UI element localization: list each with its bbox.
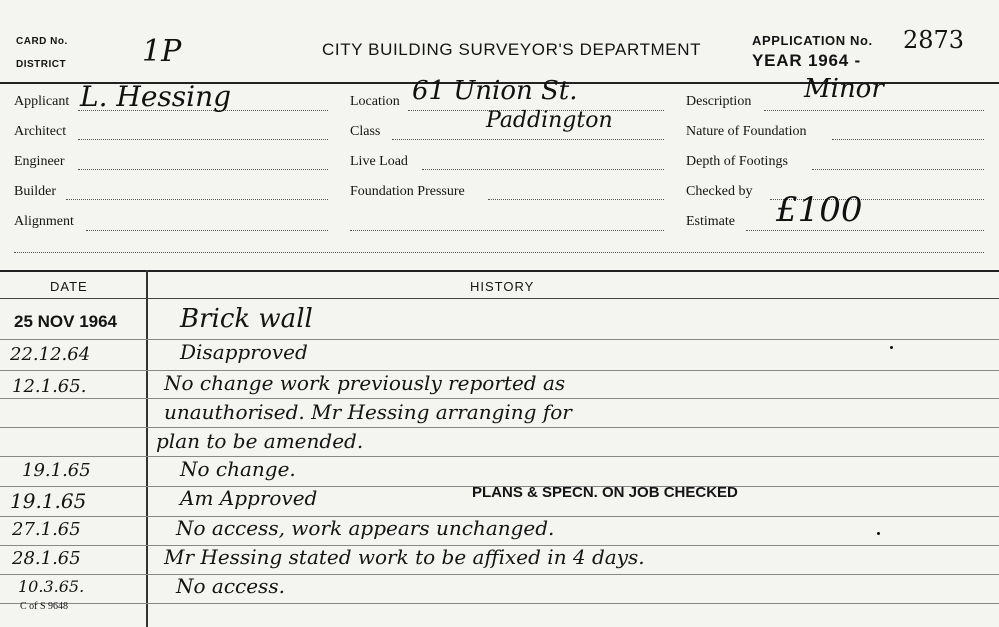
class-label: Class — [350, 124, 381, 139]
history-header: HISTORY — [470, 279, 535, 294]
history-divider — [0, 270, 999, 272]
approval-stamp: PLANS & SPECN. ON JOB CHECKED — [472, 484, 738, 501]
ruled-line — [0, 339, 999, 340]
alignment-line — [86, 230, 328, 231]
class-line — [392, 139, 664, 140]
engineer-label: Engineer — [14, 154, 65, 169]
builder-line — [66, 199, 328, 200]
history-date: 28.1.65 — [12, 548, 81, 569]
blank-line — [350, 230, 664, 231]
estimate-line — [746, 230, 984, 231]
history-date: 19.1.65 — [22, 460, 91, 481]
checked-by-label: Checked by — [686, 184, 753, 199]
year-label: YEAR 1964 - — [752, 51, 861, 70]
ruled-line — [0, 456, 999, 457]
history-entry: No change work previously reported as — [164, 371, 566, 395]
history-date: 10.3.65. — [18, 577, 85, 596]
live-load-line — [422, 169, 664, 170]
ruled-line — [0, 574, 999, 575]
alignment-label: Alignment — [14, 214, 74, 229]
application-number: 2873 — [903, 26, 965, 54]
description-value: Minor — [804, 74, 884, 104]
history-entry: unauthorised. Mr Hessing arranging for — [164, 400, 572, 424]
history-header-rule — [0, 298, 999, 299]
history-entry: No change. — [180, 457, 296, 481]
nature-of-foundation-label: Nature of Foundation — [686, 124, 807, 139]
ruled-line — [0, 398, 999, 399]
history-entry: Disapproved — [180, 340, 308, 364]
depth-of-footings-label: Depth of Footings — [686, 154, 788, 169]
history-date: 22.12.64 — [10, 344, 91, 365]
form-code: C of S 9648 — [20, 601, 69, 612]
card-no-label: CARD No. — [16, 36, 68, 47]
department-title: CITY BUILDING SURVEYOR'S DEPARTMENT — [322, 40, 702, 59]
history-entry: No access. — [176, 574, 285, 598]
architect-label: Architect — [14, 124, 67, 139]
ink-dot — [877, 532, 880, 535]
builder-label: Builder — [14, 184, 56, 199]
history-entry: No access, work appears unchanged. — [176, 516, 555, 540]
ruled-line — [0, 427, 999, 428]
location-value: 61 Union St. — [412, 76, 578, 106]
applicant-value: L. Hessing — [80, 80, 232, 113]
location-label: Location — [350, 94, 400, 109]
history-entry: Brick wall — [180, 304, 313, 334]
foundation-pressure-label: Foundation Pressure — [350, 184, 465, 199]
engineer-line — [78, 169, 328, 170]
application-label: APPLICATION No. — [752, 33, 873, 48]
class-value: Paddington — [486, 108, 613, 133]
depth-of-footings-line — [812, 169, 984, 170]
nature-of-foundation-line — [832, 139, 984, 140]
district-value: 1P — [142, 34, 182, 69]
foundation-pressure-line — [488, 199, 664, 200]
history-date: 12.1.65. — [12, 376, 87, 397]
history-entry: plan to be amended. — [156, 429, 364, 453]
history-entry: Am Approved — [180, 486, 318, 510]
applicant-label: Applicant — [14, 94, 70, 109]
district-label: DISTRICT — [16, 59, 67, 70]
history-date: 27.1.65 — [12, 519, 81, 540]
date-header: DATE — [50, 279, 88, 294]
live-load-label: Live Load — [350, 154, 408, 169]
description-line — [764, 110, 984, 111]
history-entry: Mr Hessing stated work to be affixed in 4 days. — [164, 545, 645, 569]
ink-dot — [890, 346, 893, 349]
ruled-line — [0, 603, 999, 604]
estimate-label: Estimate — [686, 214, 735, 229]
blank-line — [14, 252, 984, 253]
architect-line — [78, 139, 328, 140]
estimate-value: £100 — [776, 190, 863, 230]
history-date: 25 NOV 1964 — [14, 312, 118, 331]
history-date: 19.1.65 — [10, 489, 87, 513]
description-label: Description — [686, 94, 752, 109]
